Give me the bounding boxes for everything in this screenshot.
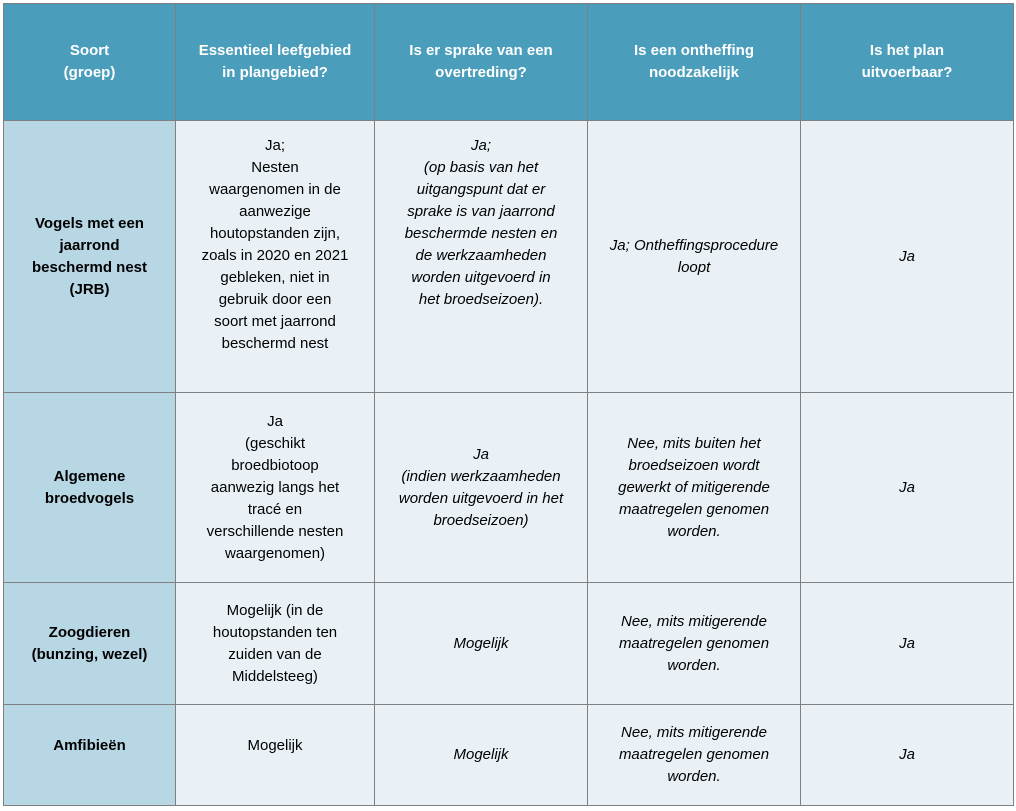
exemption-cell: Nee, mits mitigerende maatregelen genomen worden. [588,583,801,705]
table-header-row [4,4,1014,121]
header-species: Soort (groep) [4,4,176,121]
feasible-cell: Ja [801,393,1014,583]
header-exemption: Is een ontheffing noodzakelijk [588,4,801,121]
header-essential-habitat: Essentieel leefgebied in plangebied? [176,4,375,121]
violation-cell: Mogelijk [375,583,588,705]
species-cell: Vogels met een jaarrond beschermd nest (JRB) [4,121,176,393]
table-row [4,583,1014,705]
species-cell: Amfibieën [4,705,176,806]
violation-cell: Ja; (op basis van het uitgangspunt dat er sprake is van jaarrond beschermde nesten en de werkzaamheden worden uitgevoerd in het broedseizoen). [375,121,588,393]
exemption-cell: Nee, mits mitigerende maatregelen genomen worden. [588,705,801,806]
feasible-cell: Ja [801,583,1014,705]
table-row [4,121,1014,393]
feasible-cell: Ja [801,121,1014,393]
habitat-cell: Mogelijk (in de houtopstanden ten zuiden van de Middelsteeg) [176,583,375,705]
habitat-cell: Ja; Nesten waargenomen in de aanwezige houtopstanden zijn, zoals in 2020 en 2021 gebleken, niet in gebruik door een soort met jaarrond beschermd nest [176,121,375,393]
violation-cell: Ja (indien werkzaamheden worden uitgevoerd in het broedseizoen) [375,393,588,583]
table-row [4,705,1014,806]
violation-cell: Mogelijk [375,705,588,806]
exemption-cell: Ja; Ontheffingsprocedure loopt [588,121,801,393]
habitat-cell: Mogelijk [176,705,375,806]
species-cell: Algemene broedvogels [4,393,176,583]
exemption-cell: Nee, mits buiten het broedseizoen wordt gewerkt of mitigerende maatregelen genomen worden. [588,393,801,583]
species-cell: Zoogdieren (bunzing, wezel) [4,583,176,705]
header-violation: Is er sprake van een overtreding? [375,4,588,121]
feasible-cell: Ja [801,705,1014,806]
header-feasible: Is het plan uitvoerbaar? [801,4,1014,121]
habitat-cell: Ja (geschikt broedbiotoop aanwezig langs het tracé en verschillende nesten waargenomen) [176,393,375,583]
table-row [4,393,1014,583]
species-assessment-table [3,3,1014,806]
